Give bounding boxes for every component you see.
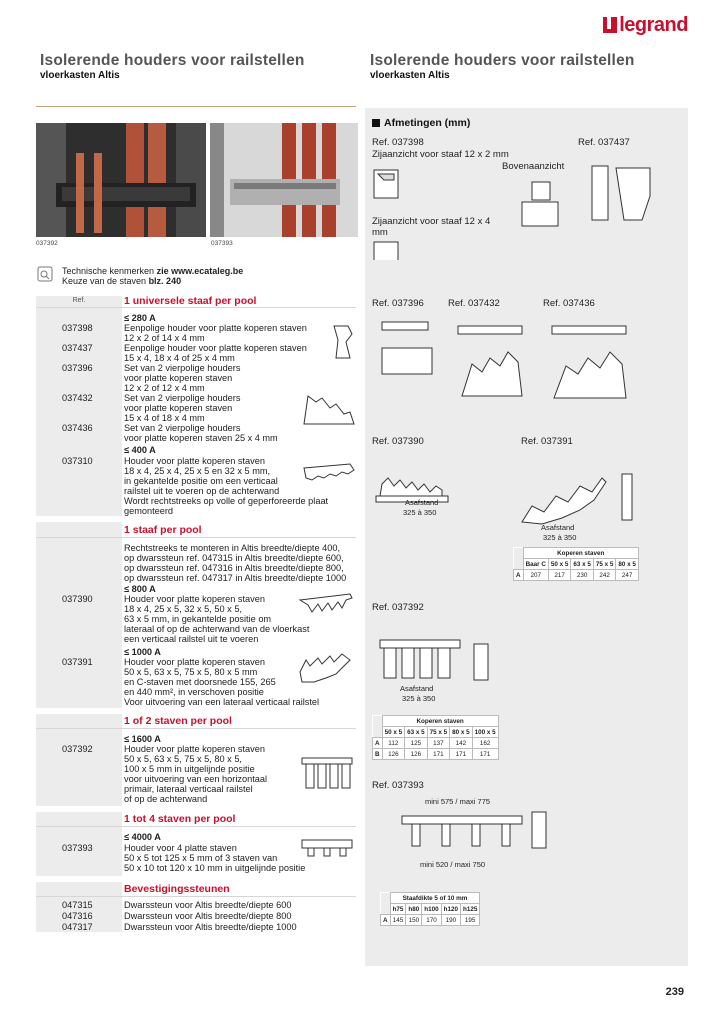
section-title-bevestiging: Bevestigingssteunen [124,883,230,895]
info-specs-label: Technische kenmerken [62,266,157,276]
amp-800: ≤ 800 A [124,584,156,594]
item-desc: Houder voor 4 platte staven 50 x 5 tot 125 x 5 mm of 3 staven van 50 x 10 tot 120 x 10 mm in uitgelijnde positie [124,843,306,873]
sketch-037393 [298,832,356,858]
dim-mini575: mini 575 / maxi 775 [425,797,491,806]
dim-label-side-12x4: Zijaanzicht voor staaf 12 x 4 [372,216,491,227]
section-title-universal: 1 universele staaf per pool [124,295,257,307]
section-divider [36,537,356,538]
sketch-037391 [296,652,356,686]
sketch-037310 [300,460,358,490]
amp-400: ≤ 400 A [124,445,156,455]
section-divider [36,896,356,897]
dim-ref-037396: Ref. 037396 [372,298,424,309]
section-title-1staaf: 1 staaf per pool [124,524,202,536]
table-037393: Staafdikte 5 of 10 mm h75 h80 h100 h120 h125 A 145 150 170 190 195 [380,892,480,926]
asafstand-label-037391: Asafstand [541,523,575,532]
dim-ref-037432: Ref. 037432 [448,298,500,309]
catalogue-icon [36,264,56,284]
item-desc: Eenpolige houder voor platte koperen staven 12 x 2 of 14 x 4 mm [124,323,307,343]
info-choice-label: Keuze van de staven [62,276,149,286]
dim-mini520: mini 520 / maxi 750 [420,860,486,869]
drawing-037393 [372,806,672,862]
square-bullet-icon [372,119,380,127]
asafstand-range-037392: 325 à 350 [402,694,436,703]
drawing-037396-037436 [372,318,672,408]
section-divider [36,826,356,827]
asafstand-label-037392: Asafstand [400,684,434,693]
table-037391: Koperen staven Baar C 50 x 5 63 x 5 75 x 5 80 x 5 A 207 217 230 242 247 [513,547,639,581]
info-line-specs [62,266,243,276]
photo-caption-left: 037392 [36,240,58,247]
legrand-logo-mark [603,17,617,33]
left-page-subtitle: vloerkasten Altis [40,70,120,81]
left-page-title: Isolerende houders voor railstellen [40,52,305,69]
item-ref: 037398 [62,323,93,333]
item-ref: 037390 [62,594,93,604]
dim-label-side-12x4-unit: mm [372,227,388,238]
dim-ref-037391: Ref. 037391 [521,436,573,447]
asafstand-range-037391: 325 à 350 [543,533,577,542]
dim-ref-037392: Ref. 037392 [372,602,424,613]
dim-label-top-view: Bovenaanzicht [502,161,565,172]
item-ref: 037393 [62,843,93,853]
product-photo-037392 [36,123,206,237]
sketch-037398 [330,322,356,362]
sketch-037432 [300,390,358,426]
info-line-choice [62,276,181,286]
amp-4000: ≤ 4000 A [124,832,161,842]
dimensions-title: Afmetingen (mm) [384,117,471,129]
drawing-037392 [372,620,522,690]
amp-1000: ≤ 1000 A [124,647,161,657]
intro-text: Rechtstreeks te monteren in Altis breedte/diepte 400, op dwarssteun ref. 047315 in Altis breedte/diepte 600, op dwarssteun ref. 047316 in Altis breedte/diepte 800, op dwarssteun ref. 047317 in Altis breedte/diepte 1000 [124,543,347,583]
item-ref: 037437 [62,343,93,353]
photo-caption-right: 037393 [211,240,233,247]
right-page-subtitle: vloerkasten Altis [370,70,450,81]
table-row: B 126 126 171 171 171 [373,749,499,760]
item-desc: Houder voor platte koperen staven 18 x 4, 25 x 4, 25 x 5 en 32 x 5 mm, in gekantelde positie om een verticaal railstel uit te voeren op de achterwand Wordt rechtstreeks op volle of geperforeerde plaat gemonteerd [124,456,329,516]
drawing-037390-037391 [372,452,672,532]
item-desc: Eenpolige houder voor platte koperen staven 15 x 4, 18 x 4 of 25 x 4 mm [124,343,307,363]
dim-ref-037393: Ref. 037393 [372,780,424,791]
asafstand-label-037390: Asafstand [405,498,439,507]
table-row: A 112 125 137 142 162 [373,738,499,749]
product-photo-037393 [210,123,358,237]
table-037392-title: Koperen staven [382,716,498,727]
drawing-037398-037437 [372,160,672,260]
item-desc: Set van 2 vierpolige houders voor platte koperen staven 12 x 2 of 12 x 4 mm [124,363,241,393]
section-title-1tot4: 1 tot 4 staven per pool [124,813,236,825]
item-desc: Houder voor platte koperen staven 50 x 5, 63 x 5, 75 x 5, 80 x 5 mm en C-staven met doorsnede 155, 265 en 440 mm², in verschoven positie Voor uitvoering van een lateraal verticaal railstel [124,657,320,707]
asafstand-range-037390: 325 à 350 [403,508,437,517]
table-row: A 207 217 230 242 247 [514,570,639,581]
dim-ref-037437: Ref. 037437 [578,137,630,148]
right-page-title: Isolerende houders voor railstellen [370,52,635,69]
dim-ref-037398: Ref. 037398 [372,137,424,148]
header-rule [36,106,356,107]
brand-name: legrand [619,13,688,36]
item-ref: 037392 [62,744,93,754]
amp-280: ≤ 280 A [124,313,156,323]
section-divider [36,307,356,308]
sketch-037392 [298,752,356,792]
item-desc: Set van 2 vierpolige houders voor platte koperen staven 25 x 4 mm [124,423,278,443]
info-specs-link[interactable]: zie www.ecataleg.be [156,266,244,276]
legrand-logo [603,14,688,36]
table-037392: Koperen staven 50 x 5 63 x 5 75 x 5 80 x 5 100 x 5 A 112 125 137 142 162 B 126 126 171 171 171 [372,715,499,760]
ref-column-header: Ref. [72,297,86,304]
ref-band-2 [36,522,122,708]
dim-label-side-12x2: Zijaanzicht voor staaf 12 x 2 mm [372,149,509,160]
info-choice-page: blz. 240 [148,276,182,286]
item-ref: 037391 [62,657,93,667]
section-title-1of2: 1 of 2 staven per pool [124,715,232,727]
item-ref: 037432 [62,393,93,403]
dim-ref-037390: Ref. 037390 [372,436,424,447]
table-037391-title: Koperen staven [523,548,638,559]
item-desc: Houder voor platte koperen staven 50 x 5, 63 x 5, 75 x 5, 80 x 5, 100 x 5 mm in uitgelijnde positie voor uitvoering van een horizontaal primair, lateraal verticaal railstel of op de achterwand [124,744,268,804]
dim-ref-037436: Ref. 037436 [543,298,595,309]
section-divider [36,728,356,729]
sketch-037390 [296,590,356,616]
item-ref: 037396 [62,363,93,373]
item-ref: 037310 [62,456,93,466]
item-desc: Houder voor platte koperen staven 18 x 4, 25 x 5, 32 x 5, 50 x 5, 63 x 5 mm, in gekantelde positie om lateraal of op de achterwand van de vloerkast een verticaal railstel uit te voeren [124,594,310,644]
amp-1600: ≤ 1600 A [124,734,161,744]
page-number: 239 [665,986,684,998]
table-037393-title: Staafdikte 5 of 10 mm [390,893,480,904]
item-desc: Set van 2 vierpolige houders voor platte koperen staven 15 x 4 of 18 x 4 mm [124,393,241,423]
item-ref: 037436 [62,423,93,433]
table-row: A 145 150 170 190 195 [381,915,480,926]
